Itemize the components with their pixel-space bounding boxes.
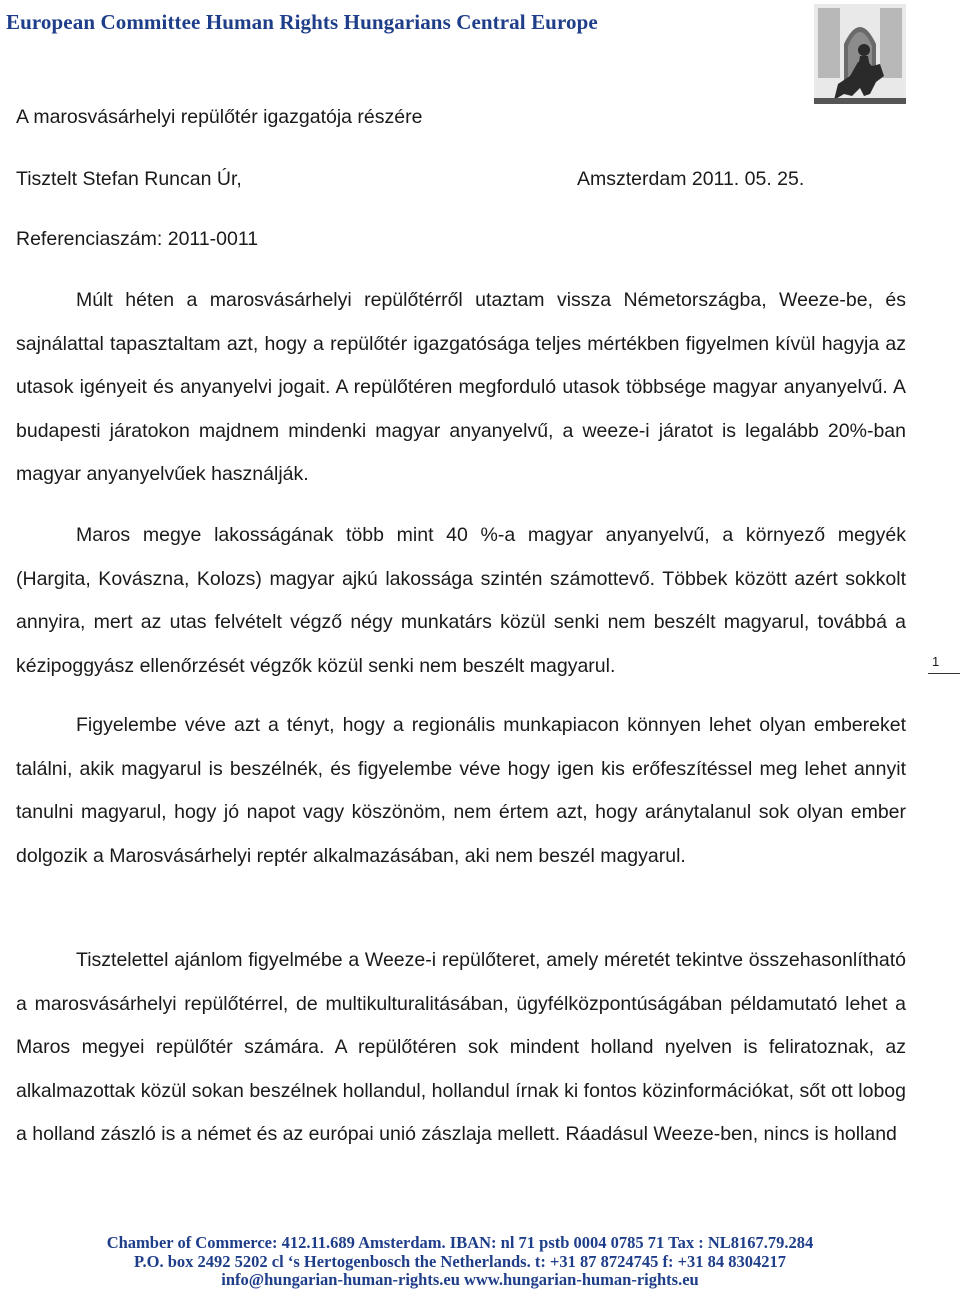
footer-line-web: info@hungarian-human-rights.eu www.hungarian-human-rights.eu — [221, 1270, 699, 1289]
equestrian-statue-icon — [814, 4, 906, 104]
page-number: 1 — [928, 654, 960, 674]
body-paragraph: Maros megye lakosságának több mint 40 %-a magyar anyanyelvű, a környező megyék (Hargita, Kovászna, Kolozs) magyar ajkú lakossága szintén számottevő. Többek között azért sokkolt annyira, mert az utas felvételt végző négy munkatárs közül senki nem beszélt magyarul, továbbá a kézipoggyász ellenőrzését végzők közül senki nem beszélt magyarul. — [16, 524, 906, 677]
letter-date: Amszterdam 2011. 05. 25. — [577, 168, 805, 190]
recipient-line: A marosvásárhelyi repülőtér igazgatója részére — [16, 106, 423, 128]
footer-contact — [0, 1234, 920, 1290]
reference-number: Referenciaszám: 2011-0011 — [16, 228, 259, 250]
body-paragraph: Tisztelettel ajánlom figyelmébe a Weeze-i repülőteret, amely méretét tekintve összehasonlítható a marosvásárhelyi repülőtérrel, de multikulturalitásában, ügyfélközpontúságában példamutató lehet a Maros megyei repülőtér számára. A repülőtéren sok mindent holland nyelven is feliratoznak, az alkalmazottak közül sokan beszélnek hollandul, hollandul írnak ki fontos közinformációkat, sőt ott lobog a holland zászló is a német és az európai unió zászlaja mellett. Ráadásul Weeze-ben, nincs is holland — [16, 949, 906, 1146]
body-paragraph: Figyelembe véve azt a tényt, hogy a regionális munkapiacon könnyen lehet olyan embereket találni, akik magyarul is beszélnék, és figyelembe véve hogy igen kis erőfeszítéssel meg lehet annyit tanulni magyarul, hogy jó napot vagy köszönöm, nem értem azt, hogy aránytalanul sok olyan ember dolgozik a Marosvásárhelyi reptér alkalmazásában, aki nem beszél magyarul. — [16, 714, 906, 867]
footer-line-address: P.O. box 2492 5202 cl ‘s Hertogenbosch the Netherlands. t: +31 87 8724745 f: +31 84 8304217 — [133, 1251, 787, 1271]
footer-line-registration: Chamber of Commerce: 412.11.689 Amsterdam. IBAN: nl 71 pstb 0004 0785 71 Tax : NL8167.79.284 — [106, 1233, 814, 1252]
body-paragraph: Múlt héten a marosvásárhelyi repülőtérről utaztam vissza Németországba, Weeze-be, és sajnálattal tapasztaltam azt, hogy a repülőtér igazgatósága teljes mértékben figyelmen kívül hagyja az utasok igényeit és anyanyelvi jogait. A repülőtéren megforduló utasok többsége magyar anyanyelvű. A budapesti járatokon majdnem mindenki magyar anyanyelvű, a weeze-i járatot is legalább 20%-ban magyar anyanyelvűek használják. — [16, 289, 906, 486]
salutation: Tisztelt Stefan Runcan Úr, — [16, 168, 242, 190]
organization-title: European Committee Human Rights Hungarians Central Europe — [6, 10, 598, 34]
